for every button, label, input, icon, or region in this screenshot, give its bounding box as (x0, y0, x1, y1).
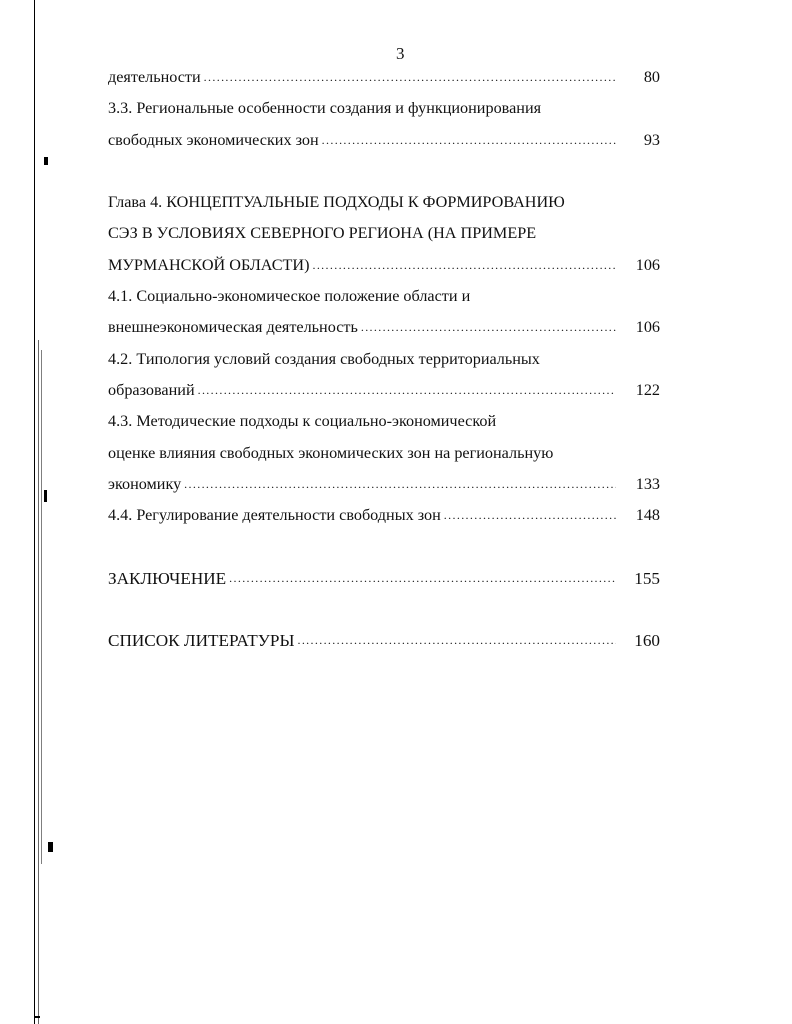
toc-chapter-4-line2 (108, 218, 660, 249)
dot-leader (226, 563, 616, 594)
toc-entry-label: 3.3. Региональные особенности создания и функционирования (108, 99, 542, 118)
scan-mark (44, 157, 48, 165)
toc-entry-continuation (108, 62, 660, 93)
toc-entry-4-2 (108, 375, 660, 406)
toc-entry-label: экономику (108, 474, 182, 493)
spacer (108, 531, 660, 562)
toc-entry-4-2-line1 (108, 344, 660, 375)
spacer (108, 594, 660, 625)
toc-page-number: 93 (643, 130, 660, 149)
dot-leader (319, 125, 616, 156)
toc-page-number: 106 (635, 318, 660, 337)
toc-section-label: СПИСОК ЛИТЕРАТУРЫ (108, 631, 295, 651)
scan-mark (48, 842, 53, 852)
toc-entry-4-1-line1 (108, 281, 660, 312)
scan-edge-line (38, 340, 39, 1024)
toc-entry-3-3 (108, 125, 660, 156)
scan-edge-line (34, 0, 35, 1024)
page-number: 3 (396, 44, 405, 63)
toc-section-label: ЗАКЛЮЧЕНИЕ (108, 568, 227, 588)
toc-page-number: 133 (635, 474, 660, 493)
toc-entry-label: 4.4. Регулирование деятельности свободных зон (108, 506, 441, 525)
toc-entry-4-1 (108, 312, 660, 343)
toc-entry-label: внешнеэкономическая деятельность (108, 318, 358, 337)
scan-mark (34, 1016, 40, 1018)
toc-entry-label: оценке влияния свободных экономических зон на региональную (108, 443, 554, 462)
toc-entry-4-3-line1 (108, 406, 660, 437)
toc-entry-label: свободных экономических зон (108, 130, 319, 149)
table-of-contents (108, 62, 660, 657)
toc-entry-label: 4.3. Методические подходы к социально-экономической (108, 412, 497, 431)
dot-leader (201, 62, 616, 93)
toc-entry-3-3-line1 (108, 93, 660, 124)
toc-page-number: 160 (634, 631, 660, 651)
toc-page-number: 122 (635, 380, 660, 399)
toc-chapter-label: МУРМАНСКОЙ ОБЛАСТИ) (108, 255, 310, 274)
dot-leader (441, 500, 616, 531)
dot-leader (294, 625, 616, 656)
toc-page-number: 148 (635, 506, 660, 525)
toc-entry-label: образований (108, 380, 195, 399)
toc-entry-label: деятельности (108, 68, 201, 86)
toc-chapter-4 (108, 250, 660, 281)
toc-page-number: 80 (643, 68, 660, 86)
toc-references (108, 625, 660, 656)
toc-chapter-label: Глава 4. КОНЦЕПТУАЛЬНЫЕ ПОДХОДЫ К ФОРМИРОВАНИЮ (108, 193, 565, 212)
toc-chapter-4-line1 (108, 187, 660, 218)
toc-entry-4-3 (108, 469, 660, 500)
toc-page-number: 106 (635, 255, 660, 274)
dot-leader (309, 250, 616, 281)
dot-leader (195, 375, 616, 406)
scan-edge-line (41, 350, 42, 864)
toc-entry-4-3-line2 (108, 438, 660, 469)
dot-leader (181, 469, 616, 500)
toc-entry-label: 4.2. Типология условий создания свободных территориальных (108, 349, 540, 368)
scan-mark (44, 490, 47, 502)
toc-entry-label: 4.1. Социально-экономическое положение области и (108, 287, 471, 306)
toc-page-number: 155 (634, 568, 660, 588)
dot-leader (358, 312, 616, 343)
toc-chapter-label: СЭЗ В УСЛОВИЯХ СЕВЕРНОГО РЕГИОНА (НА ПРИМЕРЕ (108, 224, 537, 243)
toc-conclusion (108, 563, 660, 594)
toc-entry-4-4 (108, 500, 660, 531)
spacer (108, 156, 660, 187)
